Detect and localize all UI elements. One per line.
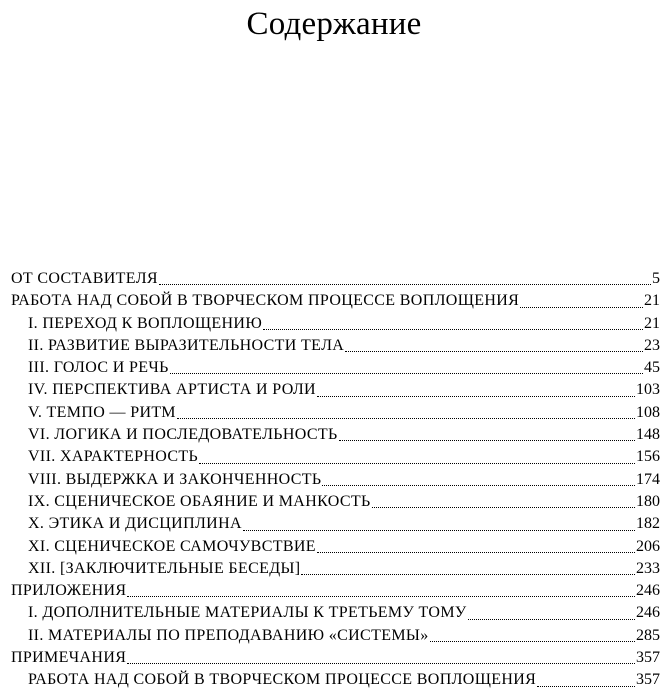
dot-leader: [468, 618, 635, 620]
toc-entry-title: X. ЭТИКА И ДИСЦИПЛИНА: [28, 515, 242, 533]
toc-entry[interactable]: [11, 536, 660, 558]
toc-entry-title: РАБОТА НАД СОБОЙ В ТВОРЧЕСКОМ ПРОЦЕССЕ ВОПЛОЩЕНИЯ: [28, 671, 537, 689]
toc-entry[interactable]: [11, 424, 660, 446]
toc-entry[interactable]: [11, 335, 660, 357]
toc-entry-title: VII. ХАРАКТЕРНОСТЬ: [28, 448, 199, 466]
dot-leader: [170, 372, 643, 374]
toc-entry-title: VIII. ВЫДЕРЖКА И ЗАКОНЧЕННОСТЬ: [28, 470, 322, 488]
toc-entry[interactable]: [11, 669, 660, 691]
dot-leader: [322, 484, 635, 486]
dot-leader: [520, 306, 643, 308]
table-of-contents: [11, 268, 660, 692]
toc-entry-page-number: 21: [644, 292, 660, 310]
toc-entry[interactable]: [11, 469, 660, 491]
dot-leader: [263, 328, 643, 330]
dot-leader: [199, 462, 635, 464]
toc-entry[interactable]: [11, 357, 660, 379]
toc-entry[interactable]: [11, 625, 660, 647]
toc-entry[interactable]: [11, 290, 660, 312]
toc-entry-title: XII. [ЗАКЛЮЧИТЕЛЬНЫЕ БЕСЕДЫ]: [28, 559, 301, 577]
toc-entry-title: I. ПЕРЕХОД К ВОПЛОЩЕНИЮ: [28, 314, 263, 332]
dot-leader: [177, 417, 635, 419]
toc-entry-page-number: 103: [636, 381, 660, 399]
toc-entry-page-number: 233: [636, 559, 660, 577]
toc-entry-page-number: 45: [644, 359, 660, 377]
toc-entry-page-number: 174: [636, 470, 660, 488]
toc-entry-page-number: 246: [636, 582, 660, 600]
dot-leader: [301, 573, 635, 575]
toc-entry-page-number: 21: [644, 314, 660, 332]
dot-leader: [127, 662, 635, 664]
toc-entry[interactable]: [11, 268, 660, 290]
toc-entry-title: РАБОТА НАД СОБОЙ В ТВОРЧЕСКОМ ПРОЦЕССЕ ВОПЛОЩЕНИЯ: [11, 292, 520, 310]
dot-leader: [127, 595, 635, 597]
toc-entry-title: XI. СЦЕНИЧЕСКОЕ САМОЧУВСТВИЕ: [28, 537, 316, 555]
page-title: Содержание: [246, 6, 422, 42]
dot-leader: [372, 506, 635, 508]
toc-entry-page-number: 5: [652, 270, 660, 287]
toc-entry[interactable]: [11, 446, 660, 468]
toc-entry-page-number: 357: [636, 649, 660, 667]
toc-entry-title: VI. ЛОГИКА И ПОСЛЕДОВАТЕЛЬНОСТЬ: [28, 426, 338, 444]
toc-entry-title: V. ТЕМПО — РИТМ: [28, 403, 176, 421]
toc-entry-page-number: 156: [636, 448, 660, 466]
toc-entry[interactable]: [11, 602, 660, 624]
dot-leader: [243, 529, 635, 531]
toc-entry-page-number: 23: [644, 336, 660, 354]
toc-entry-title: I. ДОПОЛНИТЕЛЬНЫЕ МАТЕРИАЛЫ К ТРЕТЬЕМУ ТОМУ: [28, 604, 467, 622]
toc-entry-page-number: 357: [636, 671, 660, 689]
toc-entry-title: ПРИЛОЖЕНИЯ: [11, 582, 127, 600]
dot-leader: [430, 640, 635, 642]
toc-entry-title: IV. ПЕРСПЕКТИВА АРТИСТА И РОЛИ: [28, 381, 316, 399]
toc-entry[interactable]: [11, 558, 660, 580]
toc-entry-title: ОТ СОСТАВИТЕЛЯ: [11, 270, 158, 287]
dot-leader: [317, 551, 635, 553]
dot-leader: [317, 395, 635, 397]
toc-entry[interactable]: [11, 402, 660, 424]
toc-entry-title: IX. СЦЕНИЧЕСКОЕ ОБАЯНИЕ И МАНКОСТЬ: [28, 492, 371, 510]
toc-entry-page-number: 180: [636, 492, 660, 510]
toc-entry-page-number: 182: [636, 515, 660, 533]
toc-entry-page-number: 206: [636, 537, 660, 555]
dot-leader: [159, 283, 651, 285]
toc-entry[interactable]: [11, 513, 660, 535]
toc-entry-page-number: 285: [636, 626, 660, 644]
dot-leader: [537, 685, 635, 687]
toc-entry[interactable]: [11, 491, 660, 513]
toc-entry-title: II. МАТЕРИАЛЫ ПО ПРЕПОДАВАНИЮ «СИСТЕМЫ»: [28, 626, 429, 644]
toc-entry[interactable]: [11, 313, 660, 335]
toc-entry-title: II. РАЗВИТИЕ ВЫРАЗИТЕЛЬНОСТИ ТЕЛА: [28, 336, 345, 354]
toc-entry-title: III. ГОЛОС И РЕЧЬ: [28, 359, 169, 377]
dot-leader: [339, 439, 635, 441]
toc-entry[interactable]: [11, 580, 660, 602]
toc-entry-title: ПРИМЕЧАНИЯ: [11, 649, 127, 667]
toc-entry[interactable]: [11, 647, 660, 669]
toc-entry-page-number: 108: [636, 403, 660, 421]
toc-entry-page-number: 246: [636, 604, 660, 622]
dot-leader: [345, 350, 643, 352]
toc-entry-page-number: 148: [636, 426, 660, 444]
toc-entry[interactable]: [11, 379, 660, 401]
